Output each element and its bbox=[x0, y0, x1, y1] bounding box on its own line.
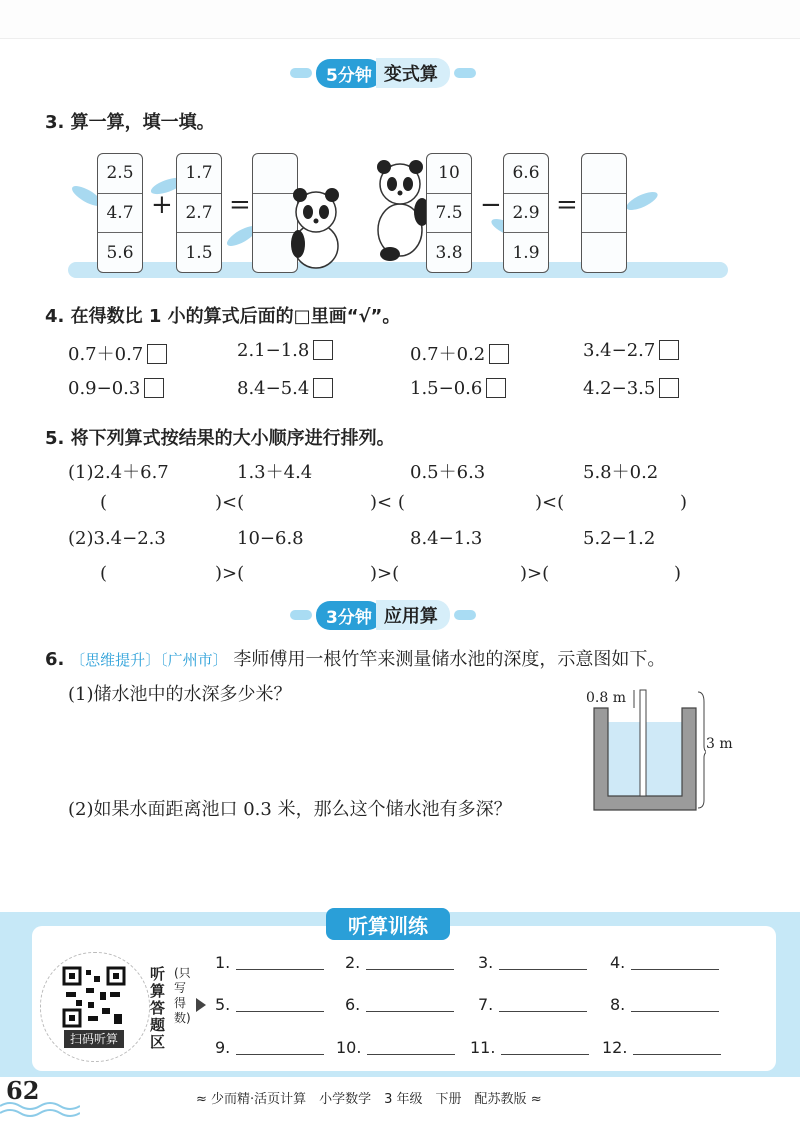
answer-line[interactable] bbox=[501, 1054, 589, 1055]
expression: 1.5−0.6 bbox=[410, 378, 483, 399]
answer-number: 12. bbox=[602, 1038, 628, 1057]
banner-label: 应用算 bbox=[376, 600, 450, 630]
answer-line[interactable] bbox=[236, 1011, 324, 1012]
answer-number: 6. bbox=[345, 995, 361, 1014]
banner-time: 3分钟 bbox=[316, 601, 382, 630]
expression: 2.1−1.8 bbox=[237, 340, 310, 361]
answer-number: 5. bbox=[215, 995, 231, 1014]
answer-slot[interactable] bbox=[215, 995, 335, 1014]
section-banner-1 bbox=[290, 60, 476, 86]
answer-line[interactable] bbox=[499, 1011, 587, 1012]
wave-icon bbox=[0, 1100, 80, 1120]
checkbox[interactable] bbox=[147, 344, 167, 364]
bamboo-stalk-3 bbox=[426, 153, 472, 273]
bamboo-stalk-1 bbox=[97, 153, 143, 273]
answer-slot[interactable] bbox=[470, 1038, 590, 1057]
q5-expression: 10−6.8 bbox=[237, 528, 304, 549]
q6-sub1: (1)储水池中的水深多少米？ bbox=[68, 684, 292, 705]
answer-line[interactable] bbox=[366, 1011, 454, 1012]
q6-number: 6. bbox=[45, 649, 65, 670]
q4-item bbox=[237, 340, 333, 361]
arrow-right-icon bbox=[196, 998, 206, 1012]
answer-number: 8. bbox=[610, 995, 626, 1014]
answer-cell[interactable] bbox=[582, 193, 626, 233]
stalk-value: 5.6 bbox=[98, 232, 142, 272]
equals-sign: = bbox=[229, 190, 251, 220]
answer-number: 9. bbox=[215, 1038, 231, 1057]
q5-expression: (2)3.4−2.3 bbox=[68, 528, 166, 549]
tag-thinking: 〔思维提升〕 bbox=[70, 651, 161, 669]
stalk-value: 7.5 bbox=[427, 193, 471, 233]
q4-item bbox=[410, 378, 506, 399]
order-blank[interactable]: )< ( bbox=[370, 492, 405, 513]
q5-expression: 5.2−1.2 bbox=[583, 528, 656, 549]
q6-text: 李师傅用一根竹竿来测量储水池的深度，示意图如下。 bbox=[233, 649, 666, 670]
q4-title: 4. 在得数比 1 小的算式后面的□里画“√”。 bbox=[45, 306, 401, 327]
stalk-value: 3.8 bbox=[427, 232, 471, 272]
order-blank[interactable]: )>( bbox=[370, 563, 400, 584]
banner-time: 5分钟 bbox=[316, 59, 382, 88]
qr-code-icon[interactable] bbox=[62, 966, 126, 1028]
page-number: 62 bbox=[6, 1076, 40, 1105]
order-blank[interactable]: ) bbox=[674, 563, 682, 584]
listen-title: 听算训练 bbox=[326, 908, 450, 940]
bamboo-stalk-4 bbox=[503, 153, 549, 273]
answer-number: 1. bbox=[215, 953, 231, 972]
answer-slot[interactable] bbox=[610, 953, 730, 972]
order-blank[interactable]: ) bbox=[680, 492, 688, 513]
banner-label: 变式算 bbox=[376, 58, 450, 88]
answer-cell[interactable] bbox=[253, 154, 297, 193]
answer-slot[interactable] bbox=[345, 995, 465, 1014]
q4-item bbox=[410, 340, 509, 366]
leaf-icon bbox=[624, 188, 660, 213]
answer-line[interactable] bbox=[236, 969, 324, 970]
expression: 0.7＋0.2 bbox=[410, 344, 486, 365]
reservoir-diagram bbox=[586, 688, 706, 812]
checkbox[interactable] bbox=[659, 340, 679, 360]
panda-icon bbox=[372, 160, 434, 265]
stalk-value: 10 bbox=[438, 163, 460, 184]
answer-line[interactable] bbox=[367, 1054, 455, 1055]
minus-sign: − bbox=[480, 190, 502, 220]
order-blank[interactable]: )>( bbox=[520, 563, 550, 584]
answer-slot[interactable] bbox=[478, 953, 598, 972]
stalk-value: 1.7 bbox=[185, 163, 213, 184]
section-banner-2 bbox=[290, 602, 476, 628]
answer-area-note: (只写得数) bbox=[174, 966, 191, 1025]
q4-item bbox=[583, 340, 679, 361]
stalk-value: 2.7 bbox=[177, 193, 221, 233]
checkbox[interactable] bbox=[313, 340, 333, 360]
order-blank[interactable]: )<( bbox=[535, 492, 565, 513]
answer-number: 7. bbox=[478, 995, 494, 1014]
q5-expression: 8.4−1.3 bbox=[410, 528, 483, 549]
checkbox[interactable] bbox=[144, 378, 164, 398]
q5-expression: 0.5＋6.3 bbox=[410, 462, 486, 483]
answer-line[interactable] bbox=[236, 1054, 324, 1055]
q4-item bbox=[583, 378, 679, 399]
expression: 0.9−0.3 bbox=[68, 378, 141, 399]
answer-cell[interactable] bbox=[582, 154, 626, 193]
plus-sign: + bbox=[151, 190, 173, 220]
q5-expression: (1)2.4＋6.7 bbox=[68, 462, 169, 483]
q3-title: 3. 算一算，填一填。 bbox=[45, 112, 215, 133]
checkbox[interactable] bbox=[313, 378, 333, 398]
stalk-value: 1.5 bbox=[177, 232, 221, 272]
answer-slot[interactable] bbox=[215, 1038, 335, 1057]
answer-number: 3. bbox=[478, 953, 494, 972]
answer-line[interactable] bbox=[499, 969, 587, 970]
answer-slot[interactable] bbox=[336, 1038, 456, 1057]
top-margin bbox=[0, 0, 800, 39]
answer-line[interactable] bbox=[631, 969, 719, 970]
answer-slot[interactable] bbox=[602, 1038, 722, 1057]
q4-item bbox=[68, 340, 167, 366]
q5-expression: 1.3＋4.4 bbox=[237, 462, 313, 483]
answer-number: 2. bbox=[345, 953, 361, 972]
answer-line[interactable] bbox=[633, 1054, 721, 1055]
answer-line[interactable] bbox=[366, 969, 454, 970]
checkbox[interactable] bbox=[486, 378, 506, 398]
stalk-value: 6.6 bbox=[512, 163, 540, 184]
stalk-value: 2.9 bbox=[504, 193, 548, 233]
stalk-value: 1.9 bbox=[504, 232, 548, 272]
tag-city: 〔广州市〕 bbox=[160, 651, 228, 669]
banner-bar-left bbox=[290, 68, 312, 78]
stalk-value: 2.5 bbox=[106, 163, 134, 184]
order-blank[interactable]: ( bbox=[100, 563, 108, 584]
checkbox[interactable] bbox=[489, 344, 509, 364]
qr-label: 扫码听算 bbox=[64, 1030, 124, 1048]
q6-line bbox=[45, 645, 665, 671]
bamboo-stalk-2 bbox=[176, 153, 222, 273]
panda-icon bbox=[288, 188, 344, 270]
checkbox[interactable] bbox=[659, 378, 679, 398]
expression: 8.4−5.4 bbox=[237, 378, 310, 399]
order-blank[interactable]: )<( bbox=[215, 492, 245, 513]
answer-area-label: 听算答题区 bbox=[150, 965, 166, 1051]
q6-sub2: (2)如果水面距离池口 0.3 米，那么这个储水池有多深？ bbox=[68, 799, 512, 820]
banner-bar-right bbox=[454, 68, 476, 78]
label-08m: 0.8 m bbox=[586, 690, 626, 706]
answer-number: 10. bbox=[336, 1038, 362, 1057]
q5-title: 5. 将下列算式按结果的大小顺序进行排列。 bbox=[45, 428, 395, 449]
q4-item bbox=[68, 378, 164, 399]
answer-slot[interactable] bbox=[345, 953, 465, 972]
answer-line[interactable] bbox=[631, 1011, 719, 1012]
expression: 3.4−2.7 bbox=[583, 340, 656, 361]
order-blank[interactable]: ( bbox=[100, 492, 108, 513]
equals-sign: = bbox=[556, 190, 578, 220]
q5-expression: 5.8＋0.2 bbox=[583, 462, 659, 483]
label-3m: 3 m bbox=[706, 736, 733, 752]
answer-slot[interactable] bbox=[478, 995, 598, 1014]
q4-item bbox=[237, 378, 333, 399]
answer-slot[interactable] bbox=[215, 953, 335, 972]
bamboo-answer-2[interactable] bbox=[581, 153, 627, 273]
answer-number: 11. bbox=[470, 1038, 496, 1057]
banner-bar-left bbox=[290, 610, 312, 620]
order-blank[interactable]: )>( bbox=[215, 563, 245, 584]
answer-slot[interactable] bbox=[610, 995, 730, 1014]
expression: 4.2−3.5 bbox=[583, 378, 656, 399]
answer-number: 4. bbox=[610, 953, 626, 972]
stalk-value: 4.7 bbox=[98, 193, 142, 233]
expression: 0.7＋0.7 bbox=[68, 344, 144, 365]
footer-text: ≈ 少而精·活页计算 小学数学 3 年级 下册 配苏教版 ≈ bbox=[196, 1092, 542, 1107]
answer-cell[interactable] bbox=[582, 232, 626, 272]
banner-bar-right bbox=[454, 610, 476, 620]
